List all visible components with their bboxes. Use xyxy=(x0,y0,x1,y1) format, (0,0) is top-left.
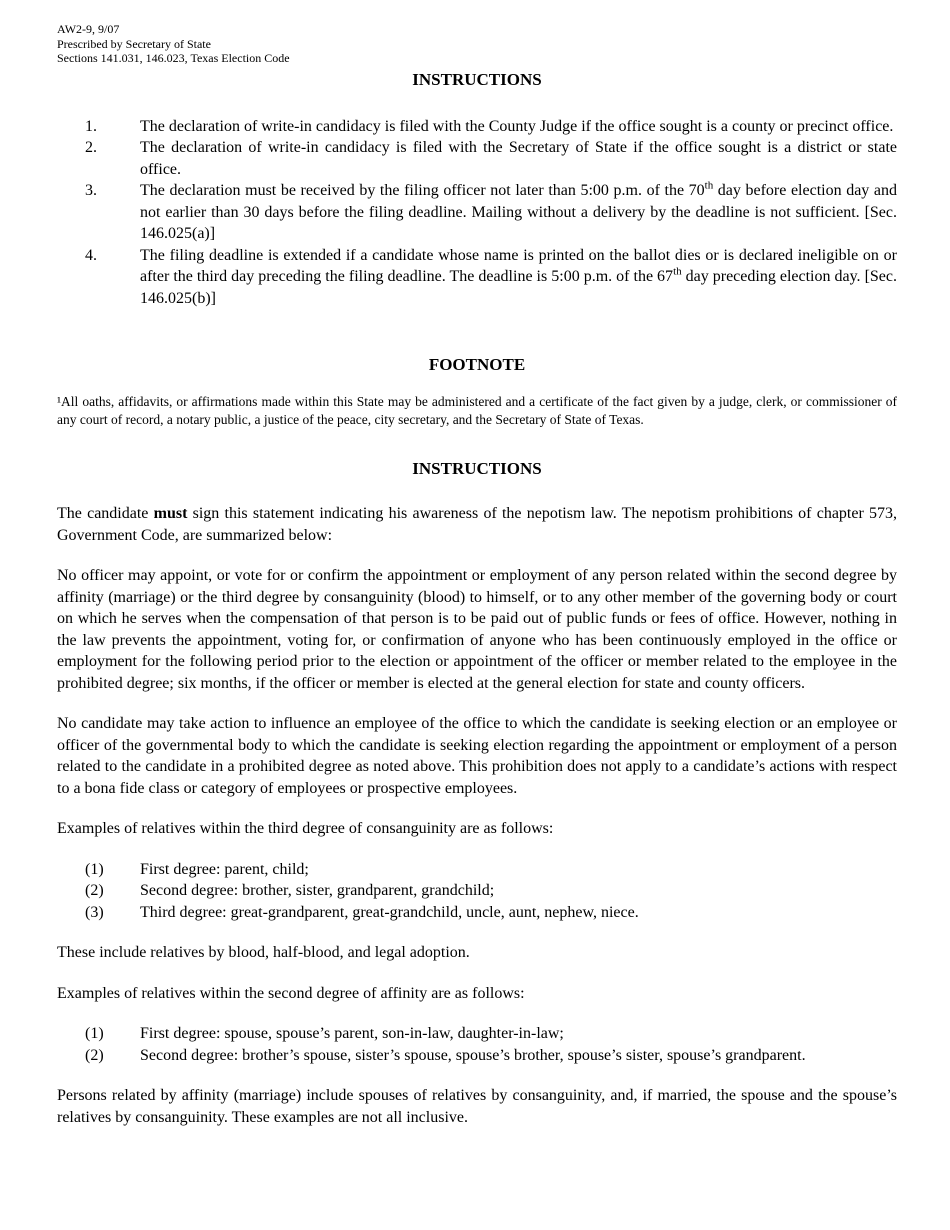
list-item xyxy=(85,880,897,902)
list-item-number: 3. xyxy=(85,182,97,199)
closing-paragraph: Persons related by affinity (marriage) include spouses of relatives by consanguinity, and, if married, the spouse and the spouse’s relatives by consanguinity. These examples are not all inclusive. xyxy=(57,1087,897,1126)
list-item-text-pre: The declaration of write-in candidacy is filed with the Secretary of State if the office sought is a district or state office. xyxy=(140,139,897,178)
list-item xyxy=(85,1045,897,1067)
list-item-number: (1) xyxy=(85,860,104,878)
list-item-text-post: day preceding election day. [Sec. 146.025(b)] xyxy=(140,268,898,307)
list-item-text-post: day before election day and not earlier than 30 days before the filing deadline. Mailing without a delivery by the deadline is not sufficient. [Sec. 146.025(a)] xyxy=(140,182,897,242)
list-item-text: First degree: parent, child; xyxy=(140,860,309,878)
list-item-number: (3) xyxy=(85,903,104,921)
form-header xyxy=(57,22,897,66)
list-item-text xyxy=(140,180,897,245)
list-item-number: 2. xyxy=(85,139,97,156)
list-item-text xyxy=(140,137,897,180)
list-item xyxy=(85,180,897,245)
nepotism-instructions-title: INSTRUCTIONS xyxy=(412,459,542,478)
list-item xyxy=(85,1023,897,1045)
form-number: AW2-9, 9/07 xyxy=(57,22,120,36)
filing-instructions-title: INSTRUCTIONS xyxy=(412,69,542,89)
consanguinity-list xyxy=(85,859,897,924)
list-item-text-pre: The filing deadline is extended if a candidate whose name is printed on the ballot dies or is declared ineligible on or after the third day preceding the filing deadline. The deadline is 5:00 p.m. of the 67 xyxy=(140,246,897,285)
list-item xyxy=(85,902,897,924)
list-item-number: (2) xyxy=(85,882,104,899)
form-prescriber: Prescribed by Secretary of State xyxy=(57,36,211,51)
list-item-number: (1) xyxy=(85,1025,104,1042)
intro-text-pre: The candidate xyxy=(57,505,154,522)
affinity-intro: Examples of relatives within the second degree of affinity are as follows: xyxy=(57,984,525,1002)
list-item-text-pre: The declaration must be received by the filing officer not later than 5:00 p.m. of the 70 xyxy=(140,182,705,199)
candidate-prohibition-paragraph: No candidate may take action to influence an employee of the office to which the candidate is seeking election or an employee or officer of the governmental body to which the candidate is seeking election regarding the appointment or employment of a person related to the candidate in a prohibited degree as noted above. This prohibition does not apply to a candidate’s actions with respect to a bona fide class or category of employees or prospective employees. xyxy=(57,715,897,797)
blood-note-paragraph: These include relatives by blood, half-blood, and legal adoption. xyxy=(57,944,470,961)
list-item-text: Second degree: brother, sister, grandparent, grandchild; xyxy=(140,882,495,899)
footnote-text: ¹All oaths, affidavits, or affirmations made within this State may be administered and a certificate of the fact given by a judge, clerk, or commissioner of any court of record, a notary public, a justice of the peace, city secretary, and the Secretary of State of Texas. xyxy=(57,394,897,427)
list-item xyxy=(85,116,897,138)
list-item-number: 4. xyxy=(85,246,97,264)
list-item-text-pre: The declaration of write-in candidacy is filed with the County Judge if the office sought is a county or precinct office. xyxy=(140,117,894,135)
intro-text-post: sign this statement indicating his awareness of the nepotism law. The nepotism prohibitions of chapter 573, Government Code, are summarized below: xyxy=(57,505,898,544)
list-item-text: Third degree: great-grandparent, great-grandchild, uncle, aunt, nephew, niece. xyxy=(140,903,639,921)
nepotism-intro-paragraph xyxy=(57,503,897,546)
list-item-text: First degree: spouse, spouse’s parent, son-in-law, daughter-in-law; xyxy=(140,1025,564,1042)
list-item-number: 1. xyxy=(85,117,97,135)
list-item-number: (2) xyxy=(85,1046,104,1064)
intro-bold-word: must xyxy=(153,505,188,522)
ordinal-superscript: th xyxy=(704,179,714,192)
list-item xyxy=(85,859,897,881)
affinity-list xyxy=(85,1023,897,1066)
list-item xyxy=(85,245,897,310)
form-code-sections: Sections 141.031, 146.023, Texas Election Code xyxy=(57,51,290,65)
consanguinity-intro: Examples of relatives within the third degree of consanguinity are as follows: xyxy=(57,820,554,837)
officer-prohibition-paragraph: No officer may appoint, or vote for or confirm the appointment or employment of any person related within the second degree by affinity (marriage) or the third degree by consanguinity (blood) to himself, or to any other member of the governing body or court on which he serves when the compensation of that person is to be paid out of public funds or fees of office. However, nothing in the law prevents the appointment, voting for, or confirmation of anyone who has been continuously employed in the office or employment for the following period prior to the election or appointment of the officer or member related to the employee in the prohibited degree; six months, if the officer or member is elected at the general election for state and county officers. xyxy=(57,567,897,692)
list-item-text: Second degree: brother’s spouse, sister’s spouse, spouse’s brother, spouse’s sister, spouse’s grandparent. xyxy=(140,1046,806,1064)
ordinal-superscript: th xyxy=(673,265,682,278)
list-item-text xyxy=(140,116,897,138)
list-item-text xyxy=(140,245,897,310)
footnote-title: FOOTNOTE xyxy=(428,355,526,374)
list-item xyxy=(85,137,897,180)
filing-instructions-list xyxy=(85,116,897,310)
